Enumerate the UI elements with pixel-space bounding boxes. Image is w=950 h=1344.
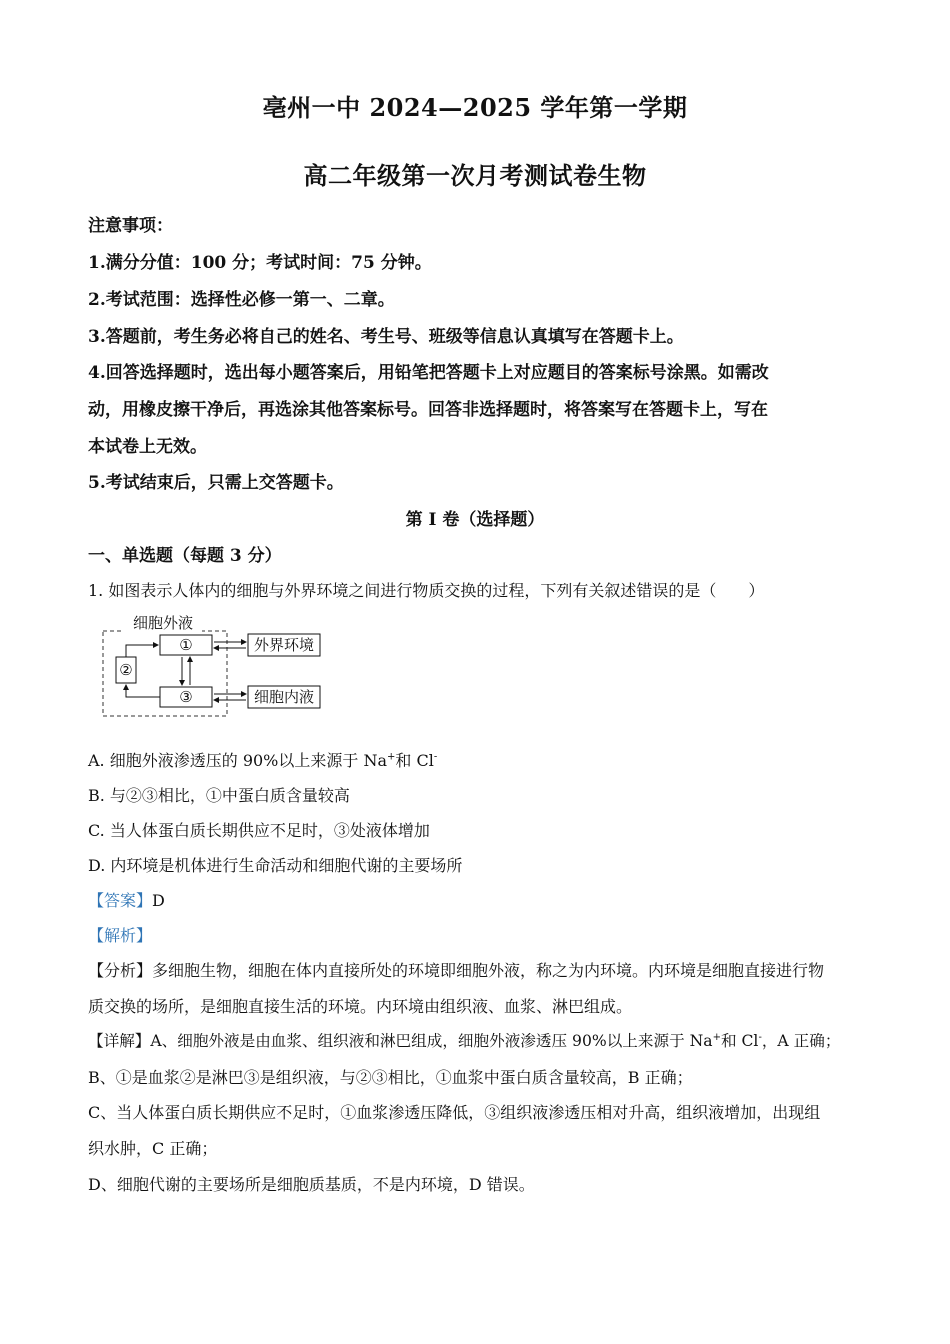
box-2-label: ② — [119, 661, 133, 679]
answer-line — [88, 888, 165, 911]
notice-item-4-line2: 动，用橡皮擦干净后，再选涂其他答案标号。回答非选择题时，将答案写在答题卡上，写在 — [88, 400, 768, 420]
arrow-tissue-to-lymph — [126, 685, 160, 697]
notice-item-5: 5.考试结束后，只需上交答题卡。 — [88, 473, 344, 493]
volume-heading: 第 I 卷（选择题） — [405, 510, 545, 530]
body-fluid-diagram — [100, 612, 330, 720]
detail-c-line-1: C、当人体蛋白质长期供应不足时，①血浆渗透压降低，③组织液渗透压相对升高，组织液增加，出现组 — [88, 1103, 821, 1122]
notice-item-4-line1: 4.回答选择题时，选出每小题答案后，用铅笔把答题卡上对应题目的答案标号涂黑。如需改 — [88, 363, 769, 383]
exam-title-line2: 高二年级第一次月考测试卷生物 — [303, 161, 647, 190]
analysis-label: 【解析】 — [88, 926, 153, 945]
detail-c-line-2: 织水肿，C 正确； — [88, 1139, 218, 1158]
notice-item-1: 1.满分分值：100 分；考试时间：75 分钟。 — [88, 253, 432, 273]
detail-a: 【详解】A、细胞外液是由血浆、组织液和淋巴组成，细胞外液渗透压 90%以上来源于 Na+和 Cl-，A 正确； — [88, 1031, 841, 1050]
part-heading: 一、单选题（每题 3 分） — [88, 546, 282, 566]
intracellular-fluid-label: 细胞内液 — [253, 688, 315, 706]
question-1-stem: 1. 如图表示人体内的细胞与外界环境之间进行物质交换的过程，下列有关叙述错误的是（ ） — [88, 581, 765, 600]
option-b: B. 与②③相比，①中蛋白质含量较高 — [88, 786, 350, 805]
box-1-label: ① — [179, 636, 193, 654]
extracellular-fluid-label: 细胞外液 — [132, 614, 194, 632]
answer-label: 【答案】 — [88, 891, 153, 910]
external-environment-label: 外界环境 — [253, 636, 315, 654]
option-a: A. 细胞外液渗透压的 90%以上来源于 Na+和 Cl- — [88, 751, 438, 770]
notice-item-2: 2.考试范围：选择性必修一第一、二章。 — [88, 290, 395, 310]
notice-heading: 注意事项： — [88, 216, 173, 236]
box-3-label: ③ — [179, 688, 193, 706]
fenxi-line-1: 【分析】多细胞生物，细胞在体内直接所处的环境即细胞外液，称之为内环境。内环境是细胞直接进行物 — [88, 961, 825, 980]
option-d: D. 内环境是机体进行生命活动和细胞代谢的主要场所 — [88, 856, 463, 875]
answer-value: D — [152, 891, 165, 910]
detail-d: D、细胞代谢的主要场所是细胞质基质，不是内环境，D 错误。 — [88, 1175, 535, 1194]
exam-title-line1: 亳州一中 2024—2025 学年第一学期 — [262, 93, 688, 122]
notice-item-3: 3.答题前，考生务必将自己的姓名、考生号、班级等信息认真填写在答题卡上。 — [88, 327, 684, 347]
arrow-lymph-to-plasma — [126, 645, 158, 657]
detail-b: B、①是血浆②是淋巴③是组织液，与②③相比，①血浆中蛋白质含量较高，B 正确； — [88, 1068, 693, 1087]
notice-item-4-line3: 本试卷上无效。 — [88, 437, 207, 457]
option-c: C. 当人体蛋白质长期供应不足时，③处液体增加 — [88, 821, 430, 840]
fenxi-line-2: 质交换的场所，是细胞直接生活的环境。内环境由组织液、血浆、淋巴组成。 — [88, 997, 633, 1016]
